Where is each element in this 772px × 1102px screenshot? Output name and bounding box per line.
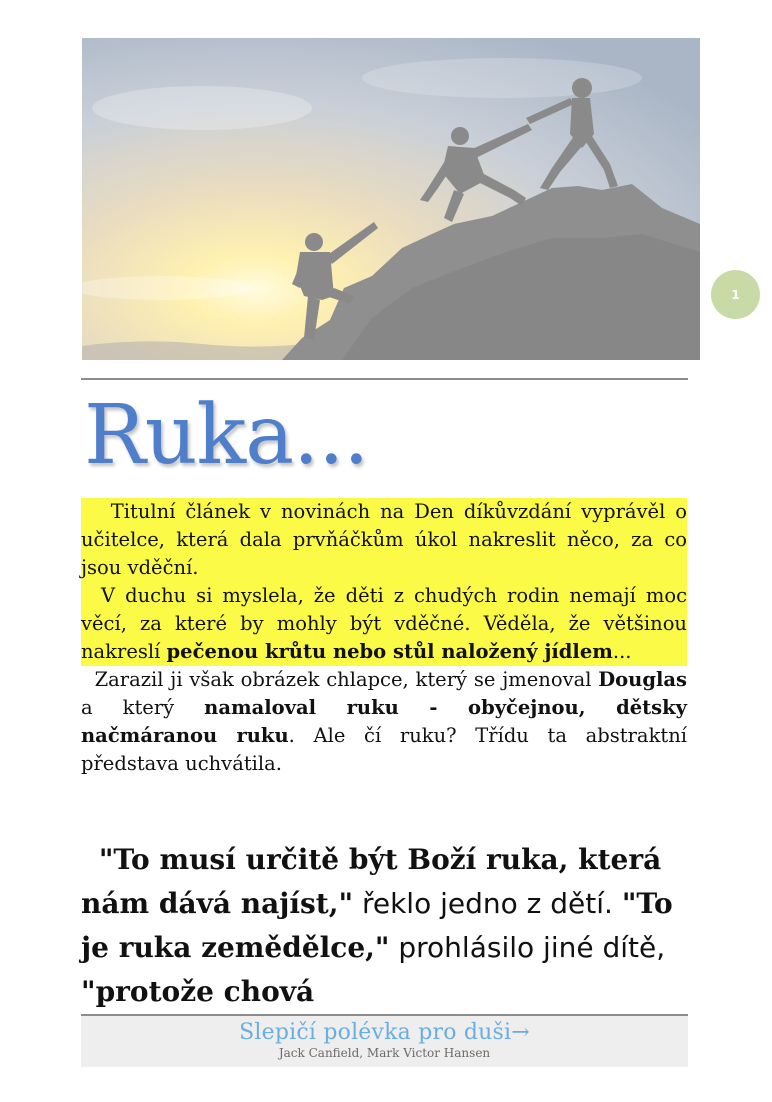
story-paragraph xyxy=(81,666,687,778)
quote-because: "protože chová xyxy=(81,975,315,1008)
quote-gods-hand: "To musí určitě být Boží ruka, která nám dává najíst," xyxy=(81,843,662,920)
article-body xyxy=(81,498,687,778)
page-number-badge xyxy=(711,270,760,319)
article-title: Ruka... xyxy=(84,388,369,483)
highlighted-intro xyxy=(81,498,687,666)
story-text-3: . Ale čí ruku? Třídu ta abstraktní představa uchvátila. xyxy=(81,724,688,775)
quote-farmers-hand: "To je ruka zemědělce," xyxy=(81,887,673,964)
page-footer xyxy=(81,1014,688,1067)
intro-text-2: V duchu si myslela, že děti z chudých rodin nemají moc věcí, za které by mohly být vděčné. Věděla, že většinou nakreslí xyxy=(81,584,687,663)
quote-text-2: prohlásilo jiné dítě, xyxy=(389,931,666,964)
story-text-1: Zarazil ji však obrázek chlapce, který se jmenoval xyxy=(94,668,599,691)
pull-quote xyxy=(81,838,687,1014)
story-text-2: a který xyxy=(81,696,205,719)
page-number: 1 xyxy=(731,287,740,302)
title-divider xyxy=(81,378,688,380)
intro-paragraph-1 xyxy=(81,498,687,582)
intro-ellipsis: ... xyxy=(612,640,632,663)
intro-bold-text: pečenou krůtu nebo stůl naložený jídlem xyxy=(166,640,613,663)
book-title-link[interactable]: Slepičí polévka pro duši→ xyxy=(239,1020,530,1045)
quote-text-1: řeklo jedno z dětí. xyxy=(353,887,622,920)
intro-text-1: Titulní článek v novinách na Den díkůvzdání vyprávěl o učitelce, která dala prvňáčkům úkol nakreslit něco, za co jsou vděční. xyxy=(81,500,687,579)
hero-image-helping-hand xyxy=(82,38,700,360)
story-bold-hand: namaloval ruku - obyčejnou, dětsky načmáranou ruku xyxy=(81,696,687,747)
story-name-douglas: Douglas xyxy=(598,668,687,691)
book-authors: Jack Canfield, Mark Victor Hansen xyxy=(278,1046,491,1060)
intro-paragraph-2 xyxy=(81,582,687,666)
